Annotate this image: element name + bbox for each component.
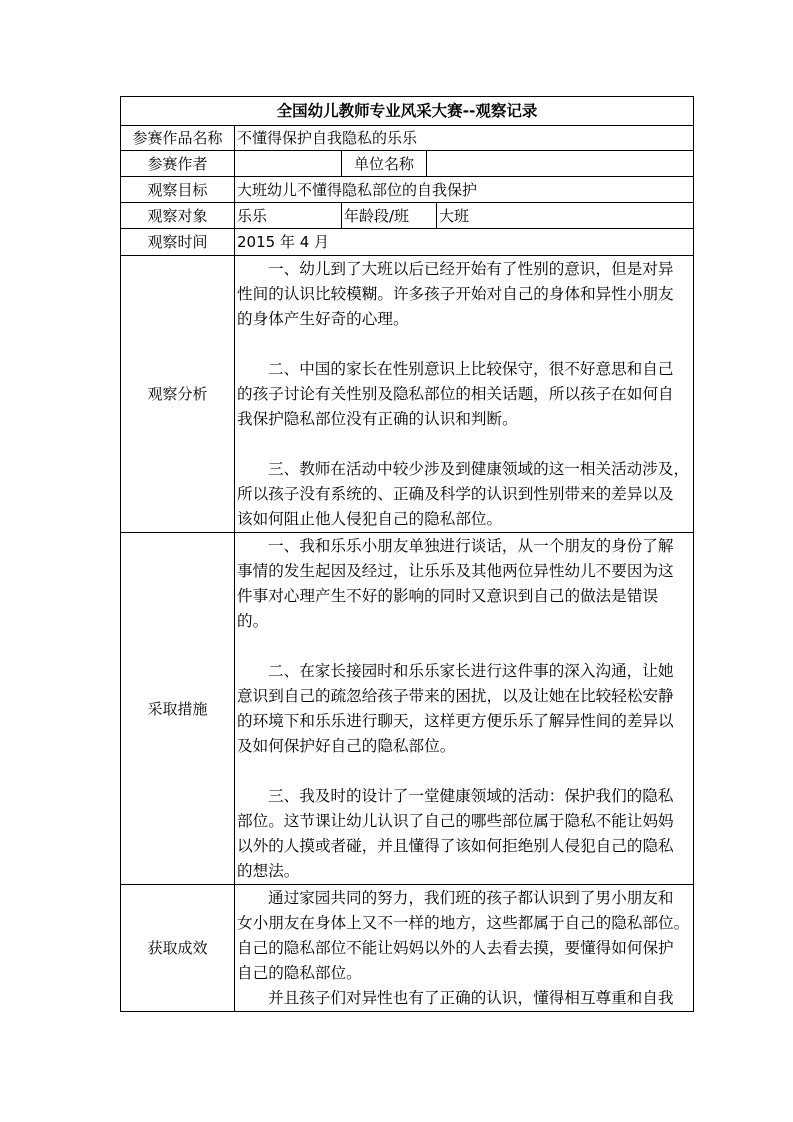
measures-paragraph	[237, 659, 691, 759]
measures-line: 一、我和乐乐小朋友单独进行谈话，从一个朋友的身份了解	[268, 537, 674, 555]
analysis-line: 的身体产生好奇的心理。	[237, 310, 409, 328]
analysis-paragraph	[237, 457, 691, 532]
measures-row	[121, 533, 694, 885]
subject-value: 乐乐	[235, 203, 342, 229]
measures-line: 部位。这节课让幼儿认识了自己的哪些部位属于隐私不能让妈妈	[237, 812, 674, 830]
analysis-line: 我保护隐私部位没有正确的认识和判断。	[237, 410, 518, 428]
analysis-line: 该如何阻止他人侵犯自己的隐私部位。	[237, 510, 503, 528]
subject-label: 观察对象	[121, 203, 235, 229]
results-row	[121, 885, 694, 1012]
analysis-row	[121, 256, 694, 533]
analysis-line: 三、教师在活动中较少涉及到健康领域的这一相关活动涉及，	[268, 460, 690, 478]
subject-row	[121, 203, 694, 229]
measures-line: 二、在家长接园时和乐乐家长进行这件事的深入沟通，让她	[268, 662, 674, 680]
results-line: 通过家园共同的努力，我们班的孩子都认识到了男小朋友和	[268, 889, 674, 907]
title-row	[121, 97, 694, 126]
analysis-label: 观察分析	[121, 256, 235, 533]
work-name-label: 参赛作品名称	[121, 126, 235, 151]
goal-value: 大班幼儿不懂得隐私部位的自我保护	[235, 177, 694, 203]
results-line: 自己的隐私部位不能让妈妈以外的人去看去摸，要懂得如何保护	[237, 939, 674, 957]
analysis-content	[235, 256, 694, 533]
results-content	[235, 885, 694, 1012]
age-class-label: 年龄段/班	[342, 203, 437, 229]
results-line: 并且孩子们对异性也有了正确的认识，懂得相互尊重和自我	[268, 989, 674, 1007]
measures-line: 件事对心理产生不好的影响的同时又意识到自己的做法是错误	[237, 587, 659, 605]
form-title: 全国幼儿教师专业风采大赛--观察记录	[121, 97, 694, 126]
results-paragraph	[237, 986, 691, 1011]
measures-line: 的想法。	[237, 862, 300, 880]
observation-record-table	[120, 96, 694, 1012]
analysis-line: 所以孩子没有系统的、正确及科学的认识到性别带来的差异以及	[237, 485, 674, 503]
measures-line: 以外的人摸或者碰，并且懂得了该如何拒绝别人侵犯自己的隐私	[237, 837, 674, 855]
author-value	[235, 151, 342, 177]
analysis-paragraph	[237, 257, 691, 332]
measures-content	[235, 533, 694, 885]
analysis-paragraph	[237, 357, 691, 432]
measures-line: 三、我及时的设计了一堂健康领域的活动：保护我们的隐私	[268, 787, 674, 805]
unit-label: 单位名称	[342, 151, 427, 177]
measures-line: 的。	[237, 612, 269, 630]
author-row	[121, 151, 694, 177]
measures-line: 的环境下和乐乐进行聊天，这样更方便乐乐了解异性间的差异以	[237, 712, 674, 730]
measures-paragraph	[237, 534, 691, 634]
goal-label: 观察目标	[121, 177, 235, 203]
analysis-line: 一、幼儿到了大班以后已经开始有了性别的意识，但是对异	[268, 260, 674, 278]
work-name-value: 不懂得保护自我隐私的乐乐	[235, 126, 694, 151]
time-value: 2015 年 4 月	[235, 229, 694, 256]
goal-row	[121, 177, 694, 203]
measures-paragraph	[237, 784, 691, 884]
results-line: 自己的隐私部位。	[237, 964, 362, 982]
time-row	[121, 229, 694, 256]
results-line: 女小朋友在身体上又不一样的地方，这些都属于自己的隐私部位。	[237, 914, 690, 932]
age-class-value: 大班	[437, 203, 694, 229]
measures-label: 采取措施	[121, 533, 235, 885]
time-label: 观察时间	[121, 229, 235, 256]
results-paragraph	[237, 886, 691, 986]
author-label: 参赛作者	[121, 151, 235, 177]
measures-line: 及如何保护好自己的隐私部位。	[237, 737, 456, 755]
analysis-line: 二、中国的家长在性别意识上比较保守，很不好意思和自己	[268, 360, 674, 378]
measures-line: 事情的发生起因及经过，让乐乐及其他两位异性幼儿不要因为这	[237, 562, 674, 580]
unit-value	[427, 151, 694, 177]
results-label: 获取成效	[121, 885, 235, 1012]
analysis-line: 性间的认识比较模糊。许多孩子开始对自己的身体和异性小朋友	[237, 285, 674, 303]
measures-line: 意识到自己的疏忽给孩子带来的困扰，以及让她在比较轻松安静	[237, 687, 674, 705]
work-name-row	[121, 126, 694, 151]
analysis-line: 的孩子讨论有关性别及隐私部位的相关话题，所以孩子在如何自	[237, 385, 674, 403]
